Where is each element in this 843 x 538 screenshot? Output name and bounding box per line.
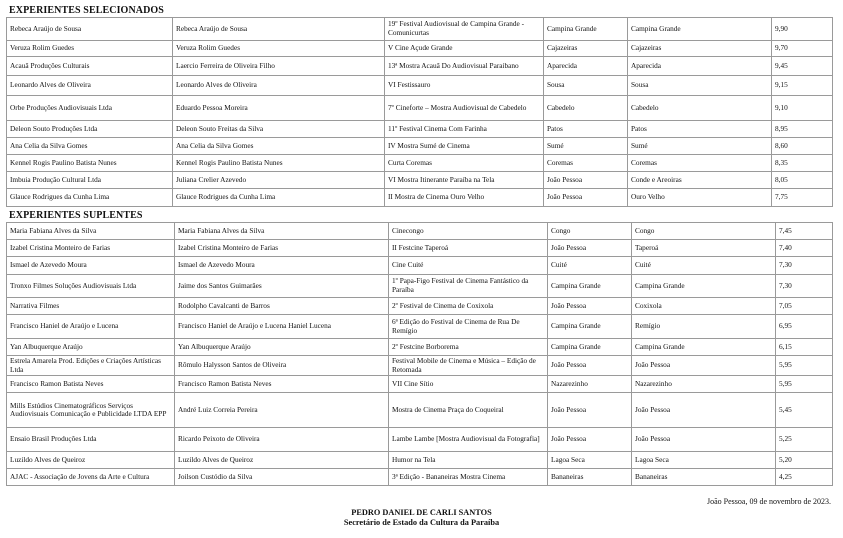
representative-cell: Luzildo Alves de Queiroz: [175, 452, 389, 469]
score-cell: 8,60: [772, 138, 833, 155]
table-row: [7, 96, 833, 121]
project-cell: VI Mostra Itinerante Paraíba na Tela: [385, 172, 544, 189]
proponent-cell: Francisco Ramon Batista Neves: [7, 376, 175, 393]
substitutes-table-body: [7, 223, 833, 486]
city-cell: Lagoa Seca: [548, 452, 632, 469]
score-cell: 5,45: [776, 393, 833, 428]
proponent-cell: Izabel Cristina Monteiro de Farias: [7, 240, 175, 257]
representative-cell: André Luiz Correia Pereira: [175, 393, 389, 428]
city-cell: Coremas: [544, 155, 628, 172]
project-cell: 7º Cineforte – Mostra Audiovisual de Cabedelo: [385, 96, 544, 121]
table-row: [7, 376, 833, 393]
proponent-cell: Ensaio Brasil Produções Ltda: [7, 428, 175, 452]
location-cell: Cabedelo: [628, 96, 772, 121]
table-row: [7, 172, 833, 189]
location-cell: Aparecida: [628, 57, 772, 76]
representative-cell: Glauce Rodrigues da Cunha Lima: [173, 189, 385, 207]
project-cell: 13ª Mostra Acauã Do Audiovisual Paraibano: [385, 57, 544, 76]
representative-cell: Francisco Haniel de Araújo e Lucena Haniel Lucena: [175, 315, 389, 339]
location-cell: João Pessoa: [632, 356, 776, 376]
section-title-selected: EXPERIENTES SELECIONADOS: [9, 5, 164, 16]
project-cell: II Mostra de Cinema Ouro Velho: [385, 189, 544, 207]
proponent-cell: Kennel Rogis Paulino Batista Nunes: [7, 155, 173, 172]
city-cell: João Pessoa: [544, 189, 628, 207]
location-cell: Remígio: [632, 315, 776, 339]
representative-cell: Ismael de Azevedo Moura: [175, 257, 389, 275]
table-row: [7, 138, 833, 155]
proponent-cell: Rebeca Araújo de Sousa: [7, 18, 173, 41]
city-cell: João Pessoa: [548, 393, 632, 428]
city-cell: Campina Grande: [544, 18, 628, 41]
project-cell: 2º Festcine Borborema: [389, 339, 548, 356]
score-cell: 9,90: [772, 18, 833, 41]
city-cell: Campina Grande: [548, 275, 632, 298]
proponent-cell: Tronxo Filmes Soluções Audiovisuais Ltda: [7, 275, 175, 298]
project-cell: Humor na Tela: [389, 452, 548, 469]
score-cell: 8,95: [772, 121, 833, 138]
location-cell: Bananeiras: [632, 469, 776, 486]
score-cell: 9,15: [772, 76, 833, 96]
table-row: [7, 469, 833, 486]
location-cell: Campina Grande: [632, 339, 776, 356]
city-cell: Aparecida: [544, 57, 628, 76]
signatory-role: Secretário de Estado da Cultura da Paraíba: [343, 518, 500, 527]
location-cell: Sousa: [628, 76, 772, 96]
representative-cell: Rodolpho Cavalcanti de Barros: [175, 298, 389, 315]
representative-cell: Rebeca Araújo de Sousa: [173, 18, 385, 41]
representative-cell: Francisco Ramon Batista Neves: [175, 376, 389, 393]
score-cell: 5,95: [776, 376, 833, 393]
representative-cell: Yan Albuquerque Araújo: [175, 339, 389, 356]
location-cell: Congo: [632, 223, 776, 240]
project-cell: II Festcine Taperoá: [389, 240, 548, 257]
city-cell: João Pessoa: [548, 428, 632, 452]
representative-cell: Ana Celia da Silva Gomes: [173, 138, 385, 155]
city-cell: Cajazeiras: [544, 41, 628, 57]
proponent-cell: Narrativa Filmes: [7, 298, 175, 315]
project-cell: VII Cine Sítio: [389, 376, 548, 393]
proponent-cell: Yan Albuquerque Araújo: [7, 339, 175, 356]
city-cell: Congo: [548, 223, 632, 240]
project-cell: 6ª Edição do Festival de Cinema de Rua De Remígio: [389, 315, 548, 339]
score-cell: 7,45: [776, 223, 833, 240]
score-cell: 7,75: [772, 189, 833, 207]
representative-cell: Rômulo Halysson Santos de Oliveira: [175, 356, 389, 376]
project-cell: 19º Festival Audiovisual de Campina Grande - Comunicurtas: [385, 18, 544, 41]
score-cell: 5,20: [776, 452, 833, 469]
proponent-cell: Acauã Produções Culturais: [7, 57, 173, 76]
selected-table: [6, 17, 833, 207]
table-row: [7, 339, 833, 356]
table-row: [7, 298, 833, 315]
location-cell: João Pessoa: [632, 393, 776, 428]
representative-cell: Juliana Crelier Azevedo: [173, 172, 385, 189]
location-cell: Campina Grande: [632, 275, 776, 298]
table-row: [7, 240, 833, 257]
score-cell: 9,45: [772, 57, 833, 76]
score-cell: 7,40: [776, 240, 833, 257]
representative-cell: Joilson Custódio da Silva: [175, 469, 389, 486]
score-cell: 5,95: [776, 356, 833, 376]
city-cell: Nazarezinho: [548, 376, 632, 393]
project-cell: 1º Papa-Figo Festival de Cinema Fantástico da Paraíba: [389, 275, 548, 298]
selected-table-body: [7, 18, 833, 207]
project-cell: IV Mostra Sumé de Cinema: [385, 138, 544, 155]
proponent-cell: Orbe Produções Audiovisuais Ltda: [7, 96, 173, 121]
representative-cell: Izabel Cristina Monteiro de Farias: [175, 240, 389, 257]
representative-cell: Jaime dos Santos Guimarães: [175, 275, 389, 298]
location-cell: Nazarezinho: [632, 376, 776, 393]
table-row: [7, 356, 833, 376]
representative-cell: Deleon Souto Freitas da Silva: [173, 121, 385, 138]
substitutes-table: [6, 222, 833, 486]
project-cell: 2º Festival de Cinema de Coxixola: [389, 298, 548, 315]
proponent-cell: Ana Celia da Silva Gomes: [7, 138, 173, 155]
proponent-cell: Veruza Rolim Guedes: [7, 41, 173, 57]
representative-cell: Laercio Ferreira de Oliveira Filho: [173, 57, 385, 76]
project-cell: Mostra de Cinema Praça do Coqueiral: [389, 393, 548, 428]
project-cell: VI Festissauro: [385, 76, 544, 96]
table-row: [7, 257, 833, 275]
project-cell: Festival Mobile de Cinema e Música – Edição de Retomada: [389, 356, 548, 376]
table-row: [7, 428, 833, 452]
project-cell: 3ª Edição - Bananeiras Mostra Cinema: [389, 469, 548, 486]
location-cell: João Pessoa: [632, 428, 776, 452]
table-row: [7, 76, 833, 96]
proponent-cell: Ismael de Azevedo Moura: [7, 257, 175, 275]
table-row: [7, 452, 833, 469]
city-cell: Cuité: [548, 257, 632, 275]
city-cell: João Pessoa: [544, 172, 628, 189]
project-cell: 11º Festival Cinema Com Farinha: [385, 121, 544, 138]
representative-cell: Maria Fabiana Alves da Silva: [175, 223, 389, 240]
table-row: [7, 57, 833, 76]
location-cell: Cajazeiras: [628, 41, 772, 57]
location-cell: Patos: [628, 121, 772, 138]
location-cell: Coremas: [628, 155, 772, 172]
table-row: [7, 121, 833, 138]
section-title-substitutes: EXPERIENTES SUPLENTES: [9, 210, 143, 221]
city-cell: Campina Grande: [548, 315, 632, 339]
table-row: [7, 18, 833, 41]
location-cell: Conde e Areoiras: [628, 172, 772, 189]
project-cell: Cine Cuité: [389, 257, 548, 275]
table-row: [7, 189, 833, 207]
proponent-cell: Glauce Rodrigues da Cunha Lima: [7, 189, 173, 207]
representative-cell: Eduardo Pessoa Moreira: [173, 96, 385, 121]
city-cell: João Pessoa: [548, 356, 632, 376]
footer-date: João Pessoa, 09 de novembro de 2023.: [707, 497, 831, 506]
location-cell: Sumé: [628, 138, 772, 155]
city-cell: Campina Grande: [548, 339, 632, 356]
city-cell: Patos: [544, 121, 628, 138]
table-row: [7, 393, 833, 428]
project-cell: Cinecongo: [389, 223, 548, 240]
score-cell: 9,10: [772, 96, 833, 121]
city-cell: João Pessoa: [548, 298, 632, 315]
score-cell: 7,30: [776, 257, 833, 275]
table-row: [7, 155, 833, 172]
proponent-cell: Deleon Souto Produções Ltda: [7, 121, 173, 138]
proponent-cell: Maria Fabiana Alves da Silva: [7, 223, 175, 240]
city-cell: Cabedelo: [544, 96, 628, 121]
location-cell: Campina Grande: [628, 18, 772, 41]
table-row: [7, 223, 833, 240]
score-cell: 6,95: [776, 315, 833, 339]
score-cell: 7,05: [776, 298, 833, 315]
representative-cell: Veruza Rolim Guedes: [173, 41, 385, 57]
location-cell: Taperoá: [632, 240, 776, 257]
representative-cell: Leonardo Alves de Oliveira: [173, 76, 385, 96]
representative-cell: Kennel Rogis Paulino Batista Nunes: [173, 155, 385, 172]
proponent-cell: Francisco Haniel de Araújo e Lucena: [7, 315, 175, 339]
location-cell: Ouro Velho: [628, 189, 772, 207]
city-cell: Sousa: [544, 76, 628, 96]
table-row: [7, 41, 833, 57]
location-cell: Lagoa Seca: [632, 452, 776, 469]
location-cell: Coxixola: [632, 298, 776, 315]
score-cell: 4,25: [776, 469, 833, 486]
score-cell: 7,30: [776, 275, 833, 298]
representative-cell: Ricardo Peixoto de Oliveira: [175, 428, 389, 452]
score-cell: 8,05: [772, 172, 833, 189]
proponent-cell: Mills Estúdios Cinematográficos Serviços Audiovisuais Comunicação e Publicidade LTDA EPP: [7, 393, 175, 428]
table-row: [7, 275, 833, 298]
city-cell: Sumé: [544, 138, 628, 155]
signatory-name: PEDRO DANIEL DE CARLI SANTOS: [351, 508, 492, 517]
project-cell: Curta Coremas: [385, 155, 544, 172]
proponent-cell: Leonardo Alves de Oliveira: [7, 76, 173, 96]
city-cell: Bananeiras: [548, 469, 632, 486]
project-cell: V Cine Açude Grande: [385, 41, 544, 57]
score-cell: 9,70: [772, 41, 833, 57]
score-cell: 6,15: [776, 339, 833, 356]
table-row: [7, 315, 833, 339]
location-cell: Cuité: [632, 257, 776, 275]
city-cell: João Pessoa: [548, 240, 632, 257]
proponent-cell: AJAC - Associação de Jovens da Arte e Cultura: [7, 469, 175, 486]
proponent-cell: Luzildo Alves de Queiroz: [7, 452, 175, 469]
proponent-cell: Imbuia Produção Cultural Ltda: [7, 172, 173, 189]
score-cell: 8,35: [772, 155, 833, 172]
project-cell: Lambe Lambe [Mostra Audiovisual da Fotografia]: [389, 428, 548, 452]
score-cell: 5,25: [776, 428, 833, 452]
proponent-cell: Estrela Amarela Prod. Edições e Criações Artísticas Ltda: [7, 356, 175, 376]
